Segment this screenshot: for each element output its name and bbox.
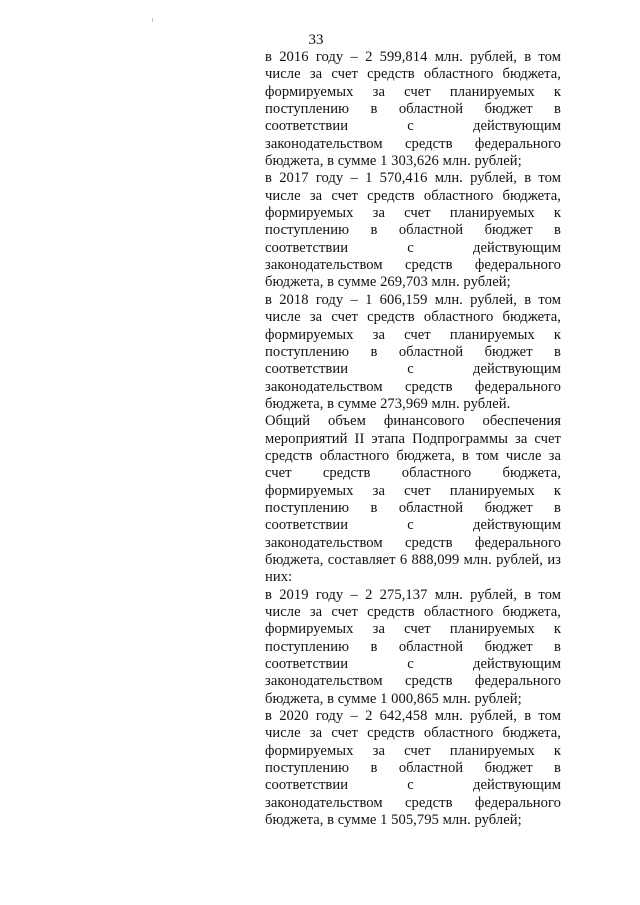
page-body — [265, 49, 561, 829]
paragraph-2020: в 2020 году – 2 642,458 млн. рублей, в том числе за счет средств областного бюджета, формируемых за счет планируемых к поступлению в областной бюджет в соответствии с действующим законодательством средств федерального бюджета, в сумме 1 505,795 млн. рублей; — [265, 708, 561, 829]
paragraph-stage-two-total: Общий объем финансового обеспечения мероприятий II этапа Подпрограммы за счет средств областного бюджета, в том числе за счет средств областного бюджета, формируемых за счет планируемых к поступлению в областной бюджет в соответствии с действующим законодательством средств федерального бюджета, составляет 6 888,099 млн. рублей, из них: — [265, 413, 561, 586]
paragraph-2017: в 2017 году – 1 570,416 млн. рублей, в том числе за счет средств областного бюджета, формируемых за счет планируемых к поступлению в областной бюджет в соответствии с действующим законодательством средств федерального бюджета, в сумме 269,703 млн. рублей; — [265, 170, 561, 291]
scan-mark — [152, 18, 153, 22]
paragraph-2016: в 2016 году – 2 599,814 млн. рублей, в том числе за счет средств областного бюджета, формируемых за счет планируемых к поступлению в областной бюджет в соответствии с действующим законодательством средств федерального бюджета, в сумме 1 303,626 млн. рублей; — [265, 49, 561, 170]
paragraph-2019: в 2019 году – 2 275,137 млн. рублей, в том числе за счет средств областного бюджета, формируемых за счет планируемых к поступлению в областной бюджет в соответствии с действующим законодательством средств федерального бюджета, в сумме 1 000,865 млн. рублей; — [265, 586, 561, 707]
paragraph-2018: в 2018 году – 1 606,159 млн. рублей, в том числе за счет средств областного бюджета, формируемых за счет планируемых к поступлению в областной бюджет в соответствии с действующим законодательством средств федерального бюджета, в сумме 273,969 млн. рублей. — [265, 291, 561, 412]
page-number: 33 — [308, 32, 324, 48]
